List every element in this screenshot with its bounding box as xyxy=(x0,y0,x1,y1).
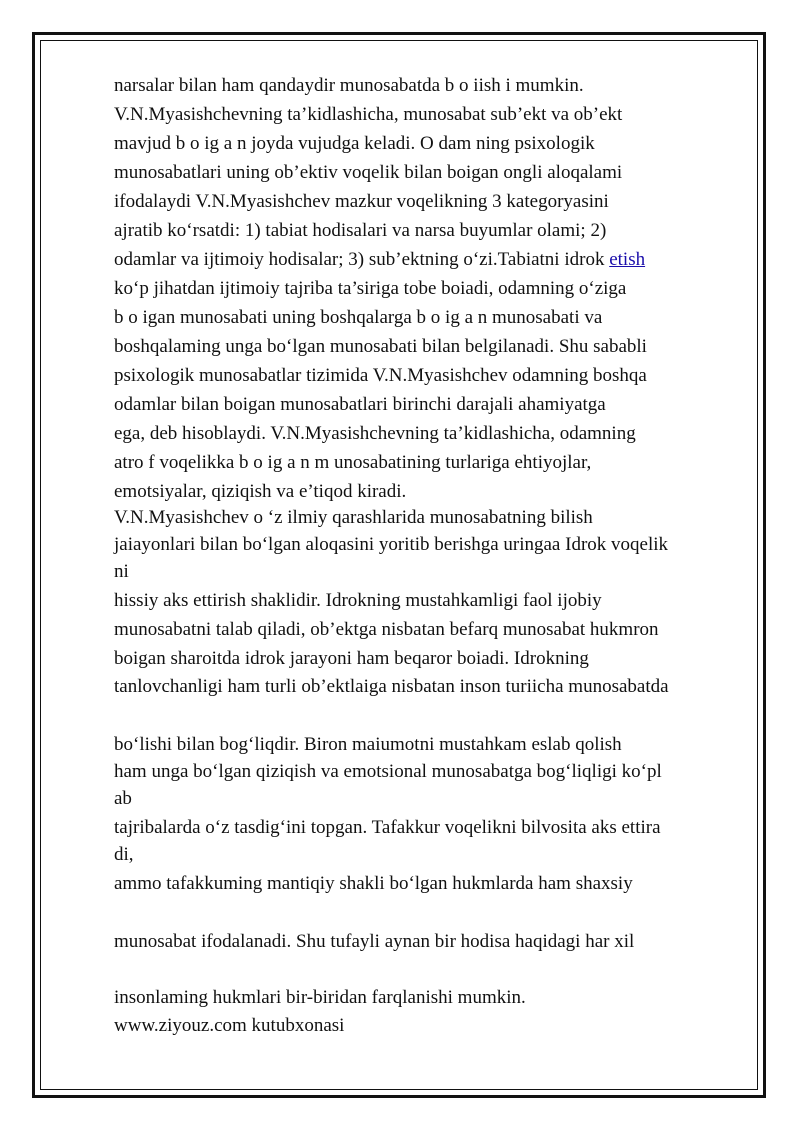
text-line: munosabat ifodalanadi. Shu tufayli aynan bir hodisa haqidagi har xil xyxy=(114,931,635,952)
text-line: ajratib ko‘rsatdi: 1) tabiat hodisalari va narsa buyumlar olami; 2) xyxy=(114,220,607,241)
text-line: hissiy aks ettirish shaklidir. Idrokning mustahkamligi faol ijobiy xyxy=(114,590,602,611)
text-line: ammo tafakkuming mantiqiy shakli bo‘lgan hukmlarda ham shaxsiy xyxy=(114,873,633,894)
text-line: munosabatlari uning ob’ektiv voqelik bilan boigan ongli aloqalami xyxy=(114,162,623,183)
footer-source: www.ziyouz.com kutubxonasi xyxy=(114,1015,345,1036)
text-line: mavjud b o ig a n joyda vujudga keladi. O dam ning psixologik xyxy=(114,133,595,154)
text-line xyxy=(114,248,645,272)
text-line: atro f voqelikka b o ig a n m unosabatining turlariga ehtiyojlar, xyxy=(114,452,592,473)
text-line: munosabatni talab qiladi, ob’ektga nisbatan befarq munosabat hukmron xyxy=(114,619,659,640)
text-line: psixologik munosabatlar tizimida V.N.Myasishchev odamning boshqa xyxy=(114,365,647,386)
etish-link[interactable]: etish xyxy=(609,249,646,270)
text-line: emotsiyalar, qiziqish va e’tiqod kiradi. xyxy=(114,481,407,502)
text-line: b o igan munosabati uning boshqalarga b o ig a n munosabati va xyxy=(114,307,603,328)
text-line: odamlar bilan boigan munosabatlari birinchi darajali ahamiyatga xyxy=(114,394,606,415)
text-line: ko‘p jihatdan ijtimoiy tajriba ta’siriga tobe boiadi, odamning o‘ziga xyxy=(114,278,627,299)
text-line: jaiayonlari bilan bo‘lgan aloqasini yoritib berishga uringaa Idrok voqelik xyxy=(114,534,669,555)
text-line: tanlovchanligi ham turli ob’ektlaiga nisbatan inson turiicha munosabatda xyxy=(114,676,669,697)
text-line: boigan sharoitda idrok jarayoni ham beqaror boiadi. Idrokning xyxy=(114,648,589,669)
text-line: insonlaming hukmlari bir-biridan farqlanishi mumkin. xyxy=(114,987,526,1008)
text-line: V.N.Myasishchevning ta’kidlashicha, munosabat sub’ekt va ob’ekt xyxy=(114,104,623,125)
text-line: tajribalarda o‘z tasdig‘ini topgan. Tafakkur voqelikni bilvosita aks ettira xyxy=(114,817,661,838)
text-line: ega, deb hisoblaydi. V.N.Myasishchevning ta’kidlashicha, odamning xyxy=(114,423,636,444)
text-line: narsalar bilan ham qandaydir munosabatda b o iish i mumkin. xyxy=(114,75,584,96)
text-line: ham unga bo‘lgan qiziqish va emotsional munosabatga bog‘liqligi ko‘pl xyxy=(114,761,662,782)
text-line: ni xyxy=(114,561,129,582)
text-line: bo‘lishi bilan bog‘liqdir. Biron maiumotni mustahkam eslab qolish xyxy=(114,734,622,755)
text-line: di, xyxy=(114,844,134,865)
text-line: ifodalaydi V.N.Myasishchev mazkur voqelikning 3 kategoryasini xyxy=(114,191,609,212)
text-line-main: odamlar va ijtimoiy hodisalar; 3) sub’ektning o‘zi.Tabiatni idrok xyxy=(114,249,610,270)
text-line: V.N.Myasishchev o ‘z ilmiy qarashlarida munosabatning bilish xyxy=(114,507,593,528)
text-line: boshqalaming unga bo‘lgan munosabati bilan belgilanadi. Shu sababli xyxy=(114,336,647,357)
text-line: ab xyxy=(114,788,132,809)
